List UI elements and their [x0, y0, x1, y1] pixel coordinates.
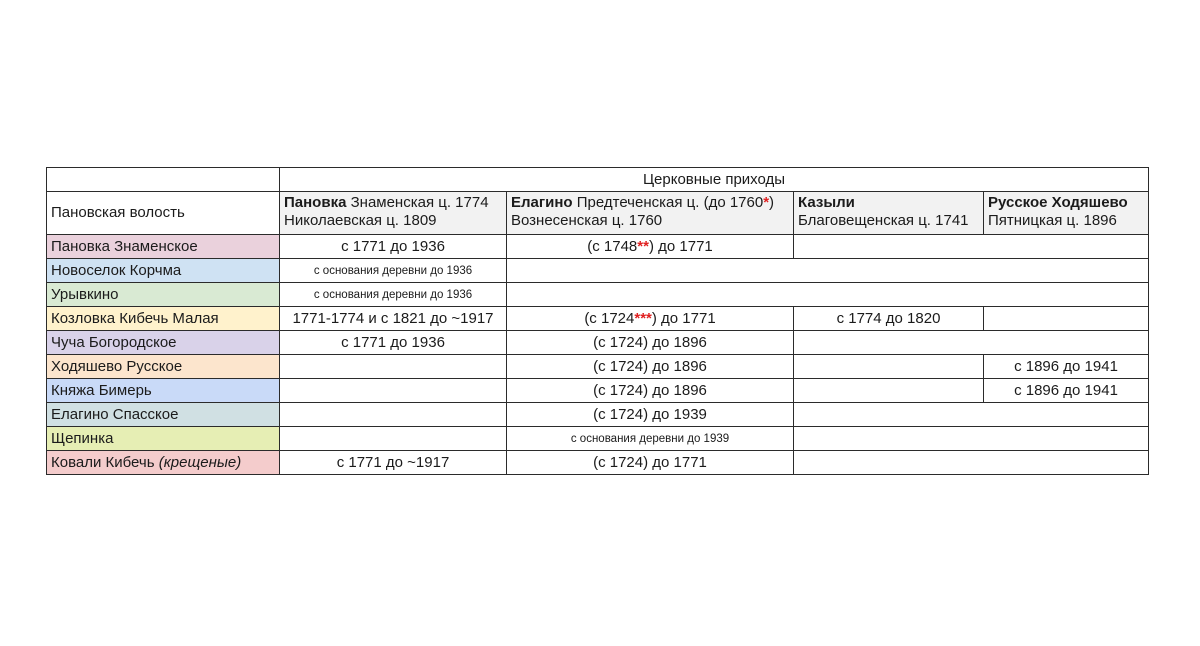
- cell-panovka: с основания деревни до 1936: [280, 283, 507, 307]
- cell-text: (с 1724: [584, 309, 635, 327]
- cell-empty: [280, 355, 507, 379]
- cell-empty: [794, 403, 1149, 427]
- village-cell: Ходяшево Русское: [47, 355, 280, 379]
- village-cell: Княжа Бимерь: [47, 379, 280, 403]
- cell-text: ) до 1771: [651, 309, 716, 327]
- table-row: [47, 331, 1149, 355]
- cell-text: ) до 1771: [648, 237, 713, 255]
- table-row: [47, 427, 1149, 451]
- table-row: [47, 307, 1149, 331]
- corner-cell: [47, 168, 280, 192]
- header-row-2: [47, 192, 1149, 235]
- cell-elagino: (с 1724) до 1896: [507, 379, 794, 403]
- cell-panovka: с основания деревни до 1936: [280, 259, 507, 283]
- group-title: Церковные приходы: [280, 168, 1149, 192]
- village-cell: Пановка Знаменское: [47, 235, 280, 259]
- table-row: [47, 259, 1149, 283]
- cell-empty: [794, 451, 1149, 475]
- cell-panovka: 1771-1774 и с 1821 до ~1917: [280, 307, 507, 331]
- village-name: Ковали Кибечь: [51, 453, 155, 471]
- cell-empty: [794, 235, 1149, 259]
- table-row: [47, 235, 1149, 259]
- cell-empty: [984, 307, 1149, 331]
- parish-church: Пятницкая ц. 1896: [988, 212, 1117, 229]
- footnote-star: ***: [634, 309, 652, 327]
- parish-church: Знаменская ц. 1774: [350, 194, 489, 211]
- village-cell: [47, 451, 280, 475]
- cell-elagino: с основания деревни до 1939: [507, 427, 794, 451]
- village-cell: Новоселок Корчма: [47, 259, 280, 283]
- footnote-star: *: [763, 194, 770, 211]
- parish-header-elagino: [507, 192, 794, 235]
- cell-empty: [507, 283, 1149, 307]
- village-cell: Елагино Спасское: [47, 403, 280, 427]
- village-cell: Козловка Кибечь Малая: [47, 307, 280, 331]
- cell-empty: [794, 379, 984, 403]
- header-row-1: [47, 168, 1149, 192]
- table-row: [47, 355, 1149, 379]
- table-row: [47, 403, 1149, 427]
- village-cell: Чуча Богородское: [47, 331, 280, 355]
- table-row: [47, 379, 1149, 403]
- parish-church: Вознесенская ц. 1760: [511, 212, 663, 229]
- parish-header-russkoe: [984, 192, 1149, 235]
- cell-text: (с 1748: [587, 237, 638, 255]
- cell-empty: [794, 331, 1149, 355]
- parish-church: Благовещенская ц. 1741: [798, 212, 969, 229]
- cell-panovka: с 1771 до ~1917: [280, 451, 507, 475]
- parish-table: [46, 167, 1149, 475]
- village-cell: Щепинка: [47, 427, 280, 451]
- cell-empty: [280, 379, 507, 403]
- parish-church-end: ): [769, 194, 775, 211]
- cell-empty: [280, 403, 507, 427]
- cell-elagino: (с 1724) до 1771: [507, 451, 794, 475]
- cell-elagino: (с 1724) до 1939: [507, 403, 794, 427]
- table-row: [47, 283, 1149, 307]
- cell-panovka: с 1771 до 1936: [280, 235, 507, 259]
- parish-name: Казыли: [798, 194, 855, 211]
- table-row: [47, 451, 1149, 475]
- cell-russkoe: с 1896 до 1941: [984, 379, 1149, 403]
- footnote-star: **: [637, 237, 649, 255]
- cell-russkoe: с 1896 до 1941: [984, 355, 1149, 379]
- village-cell: Урывкино: [47, 283, 280, 307]
- cell-kazyli: с 1774 до 1820: [794, 307, 984, 331]
- volost-label: Пановская волость: [47, 192, 280, 235]
- cell-elagino: [507, 307, 794, 331]
- cell-empty: [280, 427, 507, 451]
- cell-empty: [507, 259, 1149, 283]
- cell-elagino: (с 1724) до 1896: [507, 355, 794, 379]
- parish-name: Елагино: [511, 194, 573, 211]
- parish-header-panovka: [280, 192, 507, 235]
- cell-empty: [794, 355, 984, 379]
- parish-church: Предтеченская ц. (до 1760: [576, 194, 764, 211]
- parish-church: Николаевская ц. 1809: [284, 212, 437, 229]
- cell-elagino: [507, 235, 794, 259]
- parish-header-kazyli: [794, 192, 984, 235]
- cell-empty: [794, 427, 1149, 451]
- village-note: (крещеные): [158, 453, 242, 471]
- parish-name: Пановка: [284, 194, 347, 211]
- parish-name: Русское Ходяшево: [988, 194, 1128, 211]
- cell-elagino: (с 1724) до 1896: [507, 331, 794, 355]
- cell-panovka: с 1771 до 1936: [280, 331, 507, 355]
